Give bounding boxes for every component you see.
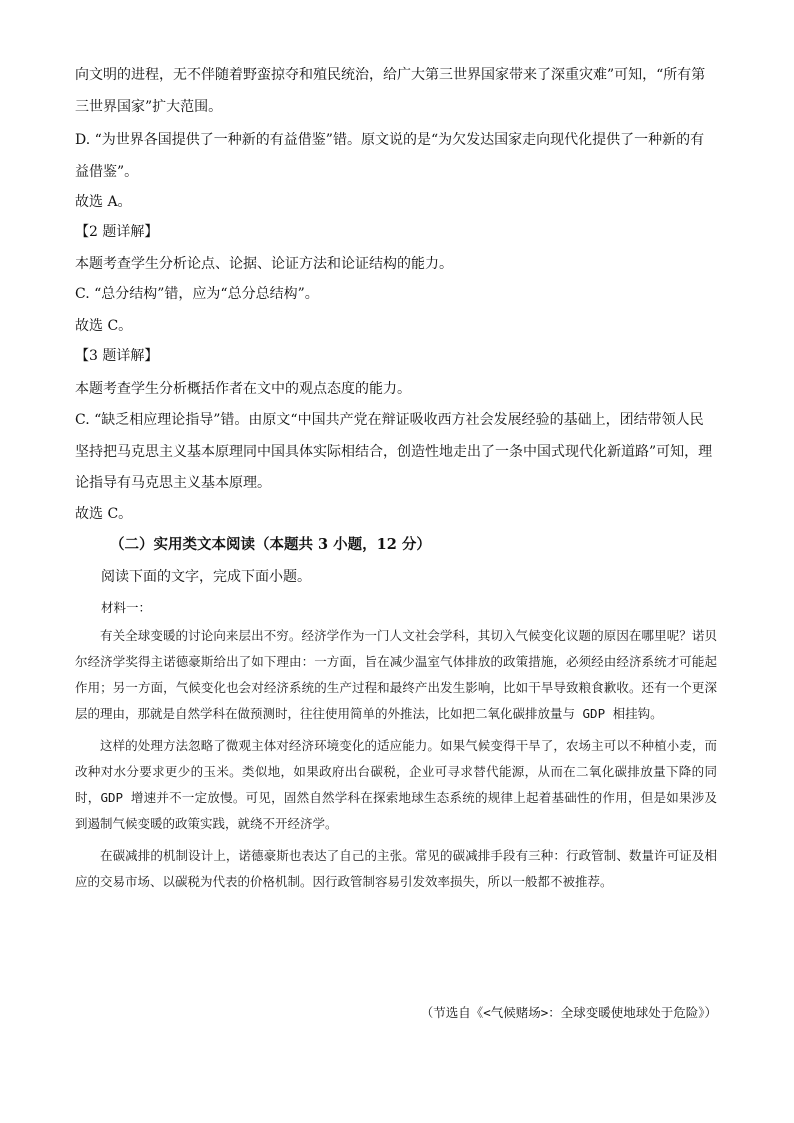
text-line: C. “总分结构”错，应为“总分总结构”。 (75, 286, 319, 302)
section-title: （二）实用类文本阅读（本题共 3 小题，12 分） (110, 536, 431, 553)
material-body (75, 623, 717, 895)
text-line: D. “为世界各国提供了一种新的有益借鉴”错。原文说的是“为欠发达国家走向现代化提供了一种新的有 (75, 132, 705, 148)
paragraph: 在碳减排的机制设计上，诺德豪斯也表达了自己的主张。常见的碳减排手段有三种：行政管制、数量许可证及相应的交易市场、以碳税为代表的价格机制。因行政管制容易引发效率损失，所以一般都不被推荐。 (75, 848, 717, 889)
text-line: 三世界国家”扩大范围。 (75, 99, 223, 115)
sub-heading: 【3 题详解】 (75, 348, 159, 364)
text-line: C. “缺乏相应理论指导”错。由原文“中国共产党在辩证吸收西方社会发展经验的基础上，团结带领人民 (75, 412, 704, 428)
instruction: 阅读下面的文字，完成下面小题。 (101, 569, 311, 585)
text-line: 故选 C。 (75, 318, 133, 334)
text-line: 论指导有马克思主义基本原理。 (75, 475, 271, 491)
source-citation: （节选自《<气候赌场>：全球变暖使地球处于危险》） (420, 1005, 717, 1020)
text-line: 向文明的进程，无不伴随着野蛮掠夺和殖民统治，给广大第三世界国家带来了深重灾难”可知，“所有第 (75, 67, 706, 83)
text-line: 本题考查学生分析概括作者在文中的观点态度的能力。 (75, 381, 411, 397)
paragraph: 有关全球变暖的讨论向来层出不穷。经济学作为一门人文社会学科，其切入气候变化议题的原因在哪里呢？诺贝尔经济学奖得主诺德豪斯给出了如下理由：一方面，旨在减少温室气体排放的政策措施，必须经由经济系统才可能起作用；另一方面，气候变化也会对经济系统的生产过程和最终产出发生影响，比如干旱导致粮食歉收。还有一个更深层的理由，那就是自然学科在做预测时，往往使用简单的外推法，比如把二氧化碳排放量与 GDP 相挂钩。 (75, 628, 717, 721)
text-line: 坚持把马克思主义基本原理同中国具体实际相结合，创造性地走出了一条中国式现代化新道路”可知，理 (75, 444, 713, 460)
text-line: 本题考查学生分析论点、论据、论证方法和论证结构的能力。 (75, 256, 453, 272)
paragraph: 这样的处理方法忽略了微观主体对经济环境变化的适应能力。如果气候变得干旱了，农场主可以不种植小麦，而改种对水分要求更少的玉米。类似地，如果政府出台碳税，企业可寻求替代能源，从而在二氧化碳排放量下降的同时，GDP 增速并不一定放慢。可见，固然自然学科在探索地球生态系统的规律上起着基础性的作用，但是如果涉及到遏制气候变暖的政策实践，就绕不开经济学。 (75, 738, 717, 831)
text-line: 故选 A。 (75, 194, 132, 210)
text-line: 故选 C。 (75, 506, 133, 522)
sub-heading: 【2 题详解】 (75, 224, 159, 240)
material-label: 材料一： (101, 600, 152, 615)
text-line: 益借鉴”。 (75, 164, 139, 180)
